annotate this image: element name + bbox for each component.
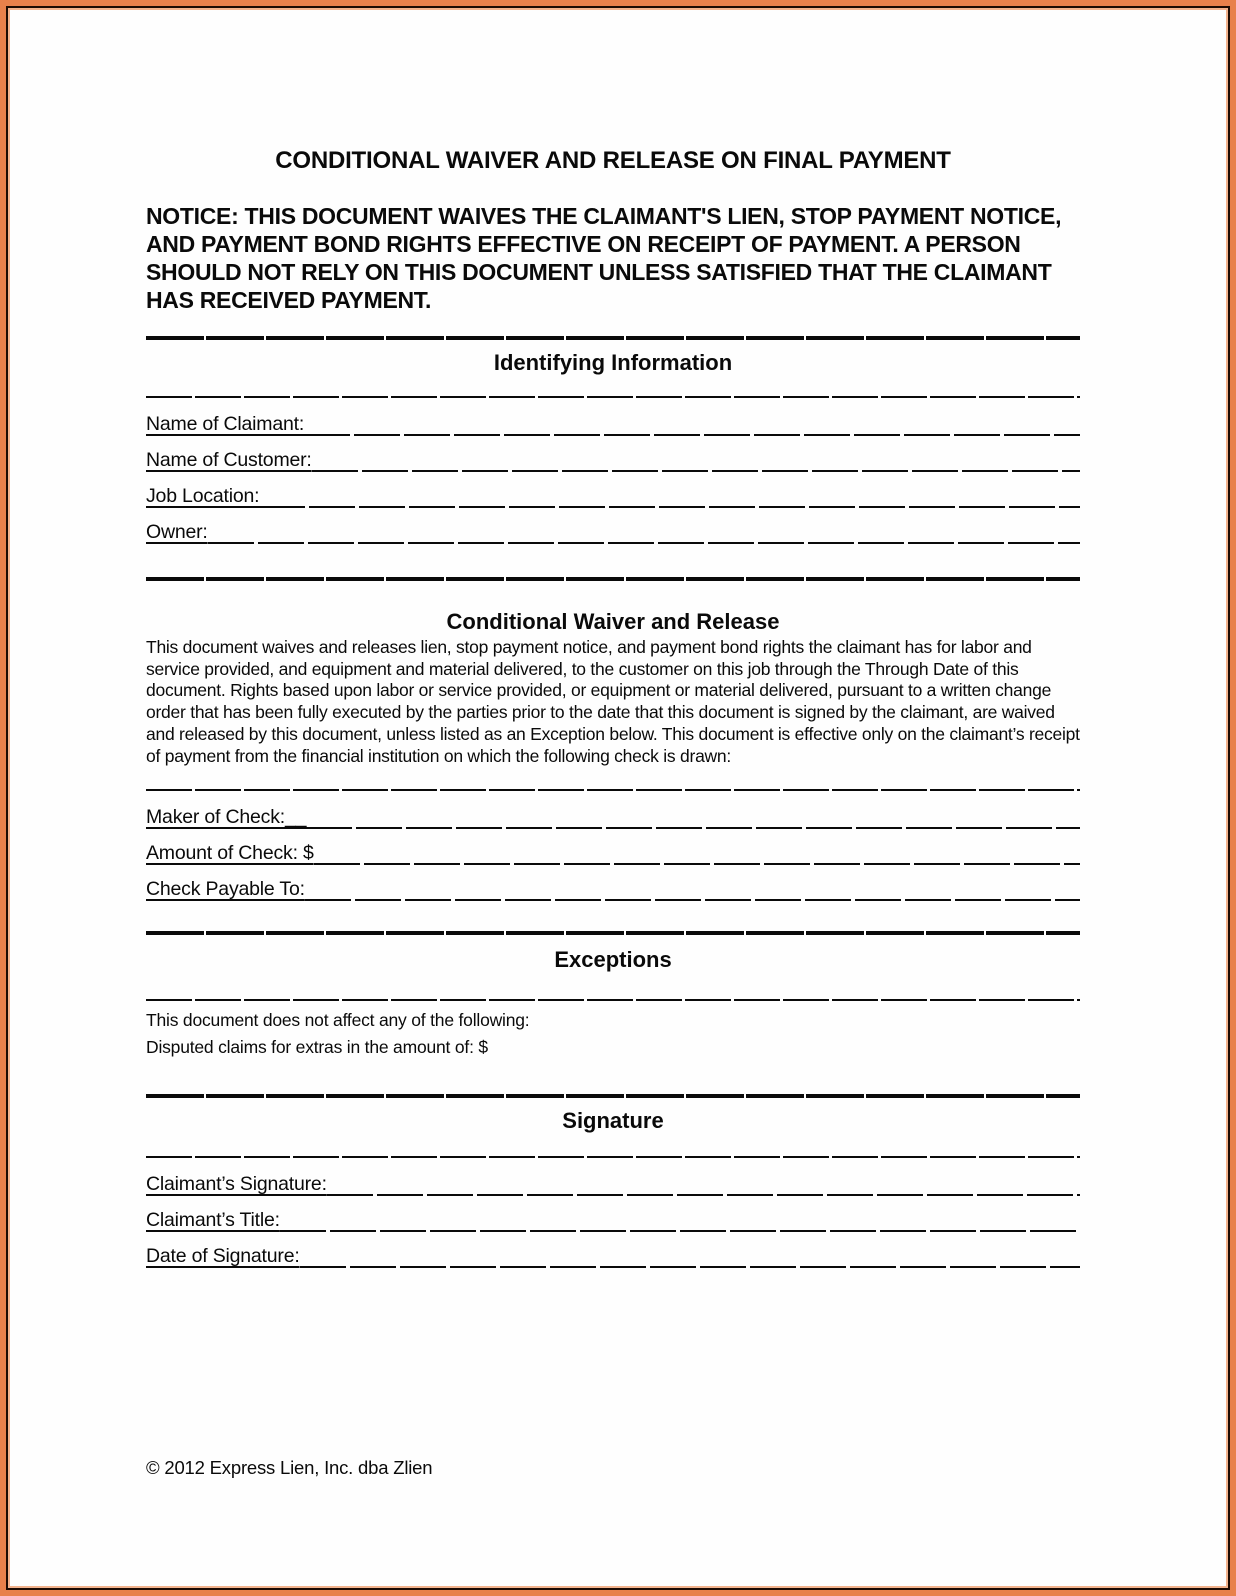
field-row-name-of-claimant	[146, 400, 1080, 436]
field-label: Owner:	[146, 521, 208, 543]
field-blank-line	[208, 520, 1080, 544]
exceptions-line-1: This document does not affect any of the following:	[146, 1010, 530, 1031]
field-label: Maker of Check:__	[146, 806, 307, 829]
field-label: Claimant’s Title:	[146, 1209, 280, 1232]
field-row-name-of-customer	[146, 436, 1080, 472]
field-blank-line	[312, 448, 1080, 472]
field-row-claimant-signature	[146, 1160, 1080, 1196]
separator-thin	[146, 396, 1080, 398]
field-blank-line	[327, 1172, 1080, 1196]
separator-thin	[146, 1156, 1080, 1158]
field-row-job-location	[146, 472, 1080, 508]
section-heading-waiver: Conditional Waiver and Release	[446, 609, 780, 634]
page-title: CONDITIONAL WAIVER AND RELEASE ON FINAL PAYMENT	[275, 147, 951, 174]
field-label: Claimant’s Signature:	[146, 1173, 327, 1196]
field-blank-line	[305, 877, 1080, 901]
section-heading-exceptions: Exceptions	[554, 947, 672, 973]
separator-thick	[146, 931, 1080, 935]
notice-text: NOTICE: THIS DOCUMENT WAIVES THE CLAIMANT'S LIEN, STOP PAYMENT NOTICE, AND PAYMENT BOND RIGHTS EFFECTIVE ON RECEIPT OF PAYMENT. A PERSON SHOULD NOT RELY ON THIS DOCUMENT UNLESS SATISFIED THAT THE CLAIMANT HAS RECEIVED PAYMENT.	[146, 203, 1062, 313]
document-page	[6, 6, 1230, 1590]
field-blank-line	[300, 1244, 1080, 1268]
field-row-owner	[146, 508, 1080, 544]
separator-thin	[146, 999, 1080, 1001]
field-label: Check Payable To:	[146, 878, 305, 901]
copyright-footer: © 2012 Express Lien, Inc. dba Zlien	[146, 1457, 433, 1478]
field-blank-line	[306, 805, 1080, 829]
section-heading-signature: Signature	[562, 1108, 664, 1134]
field-label: Amount of Check: $	[146, 842, 314, 865]
field-row-date-of-signature	[146, 1232, 1080, 1268]
exceptions-line-2: Disputed claims for extras in the amount of: $	[146, 1037, 488, 1058]
separator-thick	[146, 1094, 1080, 1098]
field-label: Job Location:	[146, 485, 260, 507]
field-row-maker-of-check	[146, 793, 1080, 829]
separator-thick	[146, 577, 1080, 581]
separator-thin	[146, 789, 1080, 791]
field-blank-line	[280, 1208, 1080, 1232]
field-row-amount-of-check	[146, 829, 1080, 865]
section-heading-identifying: Identifying Information	[493, 350, 733, 375]
field-row-claimant-title	[146, 1196, 1080, 1232]
field-label: Name of Claimant:	[146, 413, 305, 435]
field-blank-line	[259, 484, 1080, 508]
waiver-body-text: This document waives and releases lien, stop payment notice, and payment bond rights the claimant has for labor and service provided, and equipment and material delivered, to the customer on this job through the Through Date of this document. Rights based upon labor or service provided, or equipment or material delivered, pursuant to a written change order that has been fully executed by the parties prior to the date that this document is signed by the claimant, are waived and released by this document, unless listed as an Exception below. This document is effective only on the claimant’s receipt of payment from the financial institution on which the following check is drawn:	[146, 637, 1080, 766]
field-blank-line	[304, 412, 1080, 436]
field-label: Date of Signature:	[146, 1245, 300, 1268]
separator-thick	[146, 336, 1080, 340]
field-blank-line	[314, 841, 1080, 865]
field-row-check-payable-to	[146, 865, 1080, 901]
field-label: Name of Customer:	[146, 449, 312, 471]
